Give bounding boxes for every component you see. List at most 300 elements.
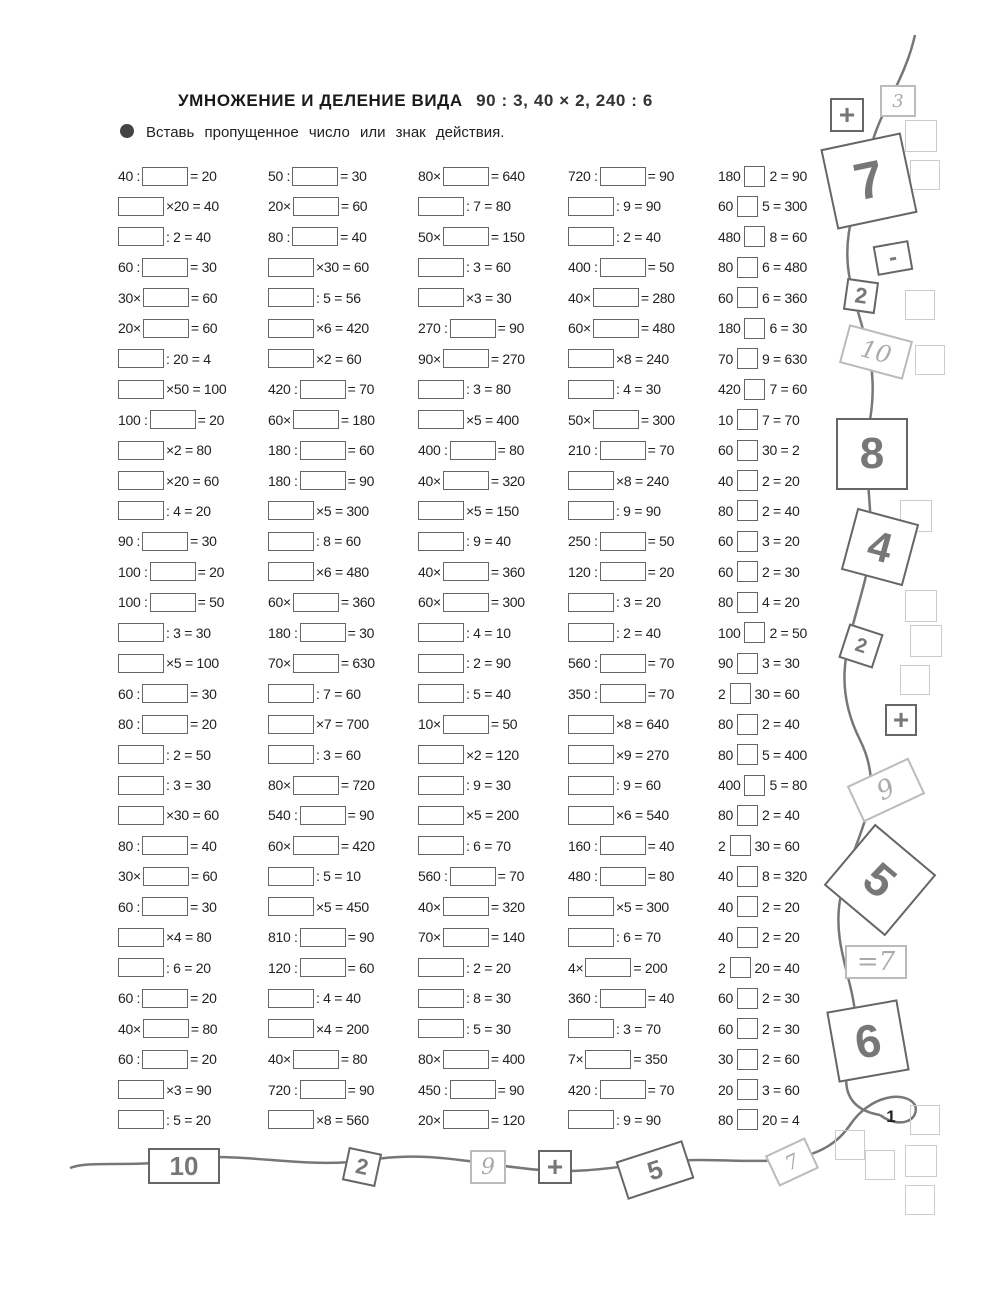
- number-answer-box[interactable]: [600, 654, 646, 673]
- exercise-item: [718, 471, 800, 491]
- number-answer-box[interactable]: [268, 1019, 314, 1038]
- exercise-right-part: 2 = 90: [769, 168, 807, 184]
- number-answer-box[interactable]: [118, 349, 164, 368]
- exercise-item: [418, 227, 525, 247]
- operator-answer-box[interactable]: [737, 409, 758, 430]
- number-answer-box[interactable]: [568, 806, 614, 825]
- number-answer-box[interactable]: [418, 532, 464, 551]
- exercise-item: [268, 227, 367, 247]
- number-answer-box[interactable]: [300, 471, 346, 490]
- exercise-right-part: = 80: [190, 1020, 218, 1037]
- number-answer-box[interactable]: [593, 319, 639, 338]
- operator-answer-box[interactable]: [737, 927, 758, 948]
- number-answer-box[interactable]: [418, 197, 464, 216]
- exercise-left-part: 400 :: [418, 442, 448, 459]
- number-answer-box[interactable]: [600, 1080, 646, 1099]
- exercise-right-part: : 4 = 20: [166, 502, 211, 519]
- number-answer-box[interactable]: [418, 258, 464, 277]
- exercise-item: [718, 836, 800, 856]
- empty-square-decoration: [905, 1145, 937, 1177]
- page-number: 1: [886, 1107, 896, 1126]
- number-answer-box[interactable]: [568, 227, 614, 246]
- exercise-left-part: 60: [718, 563, 733, 580]
- exercise-item: [268, 684, 361, 704]
- exercise-left-part: 30×: [118, 289, 141, 306]
- number-answer-box[interactable]: [600, 836, 646, 855]
- number-answer-box[interactable]: [418, 806, 464, 825]
- operator-answer-box[interactable]: [737, 1109, 758, 1130]
- operator-answer-box[interactable]: [730, 835, 751, 856]
- exercise-right-part: = 320: [490, 472, 525, 489]
- number-answer-box[interactable]: [418, 288, 464, 307]
- exercise-right-part: : 4 = 40: [316, 990, 361, 1007]
- exercise-right-part: 3 = 20: [761, 533, 800, 550]
- operator-answer-box[interactable]: [737, 196, 758, 217]
- number-answer-box[interactable]: [268, 288, 314, 307]
- exercise-item: [268, 318, 369, 338]
- exercise-right-part: = 40: [340, 228, 367, 245]
- number-answer-box[interactable]: [118, 380, 164, 399]
- exercise-item: [568, 927, 661, 947]
- number-answer-box[interactable]: [600, 258, 646, 277]
- operator-answer-box[interactable]: [744, 379, 765, 400]
- exercise-right-part: = 20: [190, 168, 217, 184]
- operator-answer-box[interactable]: [737, 805, 758, 826]
- exercise-item: [118, 1049, 217, 1069]
- number-answer-box[interactable]: [418, 958, 464, 977]
- number-answer-box[interactable]: [293, 593, 339, 612]
- operator-answer-box[interactable]: [744, 166, 765, 187]
- exercise-item: [418, 958, 511, 978]
- exercise-right-part: 5 = 400: [761, 746, 807, 763]
- exercise-item: [418, 745, 519, 765]
- exercise-left-part: 70×: [268, 655, 291, 672]
- number-answer-box[interactable]: [568, 776, 614, 795]
- exercise-item: [418, 988, 511, 1008]
- number-answer-box[interactable]: [292, 227, 338, 246]
- number-answer-box[interactable]: [568, 928, 614, 947]
- number-answer-box[interactable]: [118, 654, 164, 673]
- exercise-item: [268, 288, 361, 308]
- exercise-item: [718, 257, 807, 277]
- number-answer-box[interactable]: [300, 380, 346, 399]
- number-answer-box[interactable]: [142, 989, 188, 1008]
- number-answer-box[interactable]: [568, 623, 614, 642]
- exercise-left-part: 60×: [568, 320, 591, 337]
- exercise-right-part: = 300: [640, 411, 675, 428]
- exercise-right-part: = 280: [640, 289, 675, 306]
- exercise-left-part: 70: [718, 350, 733, 367]
- number-answer-box[interactable]: [593, 288, 639, 307]
- number-answer-box[interactable]: [300, 623, 346, 642]
- exercise-item: [568, 471, 669, 491]
- number-answer-box[interactable]: [443, 715, 489, 734]
- number-answer-box[interactable]: [300, 958, 346, 977]
- exercise-right-part: 2 = 30: [761, 1020, 800, 1037]
- exercise-item: [568, 623, 661, 643]
- exercise-item: [568, 410, 675, 430]
- number-answer-box[interactable]: [450, 441, 496, 460]
- number-answer-box[interactable]: [300, 806, 346, 825]
- exercise-right-part: 8 = 60: [769, 228, 807, 245]
- exercise-left-part: 80: [718, 807, 733, 824]
- number-answer-box[interactable]: [418, 380, 464, 399]
- number-answer-box[interactable]: [118, 745, 164, 764]
- operator-answer-box[interactable]: [737, 1018, 758, 1039]
- exercise-left-part: 50×: [418, 228, 441, 245]
- exercise-right-part: : 2 = 90: [466, 655, 511, 672]
- number-answer-box[interactable]: [118, 623, 164, 642]
- number-answer-box[interactable]: [443, 227, 489, 246]
- exercise-item: [418, 379, 511, 399]
- number-answer-box[interactable]: [443, 562, 489, 581]
- exercise-right-part: : 6 = 70: [466, 837, 511, 854]
- number-answer-box[interactable]: [600, 167, 646, 186]
- number-answer-box[interactable]: [118, 928, 164, 947]
- exercise-item: [118, 196, 219, 216]
- number-answer-box[interactable]: [600, 684, 646, 703]
- number-answer-box[interactable]: [118, 501, 164, 520]
- exercise-item: [418, 866, 524, 886]
- number-answer-box[interactable]: [418, 501, 464, 520]
- number-answer-box[interactable]: [450, 1080, 496, 1099]
- operator-answer-box[interactable]: [737, 744, 758, 765]
- exercise-item: [118, 988, 217, 1008]
- number-answer-box[interactable]: [568, 501, 614, 520]
- number-answer-box[interactable]: [600, 562, 646, 581]
- exercise-right-part: 2 = 30: [761, 990, 800, 1007]
- operator-answer-box[interactable]: [737, 257, 758, 278]
- number-answer-box[interactable]: [293, 836, 339, 855]
- number-answer-box[interactable]: [142, 897, 188, 916]
- exercise-right-part: : 3 = 30: [166, 777, 211, 793]
- exercise-item: [268, 623, 374, 643]
- number-answer-box[interactable]: [268, 349, 314, 368]
- number-answer-box[interactable]: [268, 319, 314, 338]
- number-answer-box[interactable]: [143, 867, 189, 886]
- exercise-right-part: = 60: [340, 198, 368, 215]
- number-answer-box[interactable]: [142, 684, 188, 703]
- operator-answer-box[interactable]: [744, 226, 765, 247]
- exercise-right-part: 20 = 40: [754, 959, 800, 976]
- right-decoration-tile: 10: [839, 324, 913, 380]
- number-answer-box[interactable]: [142, 715, 188, 734]
- operator-answer-box[interactable]: [737, 714, 758, 735]
- operator-answer-box[interactable]: [744, 622, 765, 643]
- number-answer-box[interactable]: [150, 593, 196, 612]
- exercise-item: [418, 592, 525, 612]
- operator-answer-box[interactable]: [737, 287, 758, 308]
- number-answer-box[interactable]: [568, 745, 614, 764]
- number-answer-box[interactable]: [443, 1050, 489, 1069]
- number-answer-box[interactable]: [568, 471, 614, 490]
- number-answer-box[interactable]: [568, 380, 614, 399]
- number-answer-box[interactable]: [268, 715, 314, 734]
- right-decoration-tile: +: [830, 98, 864, 132]
- number-answer-box[interactable]: [600, 867, 646, 886]
- number-answer-box[interactable]: [142, 836, 188, 855]
- number-answer-box[interactable]: [443, 167, 489, 186]
- operator-answer-box[interactable]: [737, 1079, 758, 1100]
- exercise-left-part: 480: [718, 228, 741, 245]
- exercise-left-part: 480 :: [568, 868, 598, 885]
- empty-square-decoration: [905, 290, 935, 320]
- exercise-right-part: = 70: [647, 1081, 675, 1098]
- operator-answer-box[interactable]: [737, 561, 758, 582]
- exercise-item: [118, 410, 224, 430]
- number-answer-box[interactable]: [600, 532, 646, 551]
- number-answer-box[interactable]: [568, 897, 614, 916]
- number-answer-box[interactable]: [300, 441, 346, 460]
- number-answer-box[interactable]: [118, 1080, 164, 1099]
- number-answer-box[interactable]: [568, 1110, 614, 1129]
- number-answer-box[interactable]: [142, 532, 188, 551]
- exercise-left-part: 80×: [418, 1051, 441, 1068]
- exercise-left-part: 60×: [268, 594, 291, 611]
- number-answer-box[interactable]: [292, 167, 338, 186]
- number-answer-box[interactable]: [268, 867, 314, 886]
- operator-answer-box[interactable]: [737, 500, 758, 521]
- number-answer-box[interactable]: [443, 593, 489, 612]
- exercise-item: [118, 288, 217, 308]
- exercise-item: [568, 1049, 667, 1069]
- exercise-right-part: = 360: [340, 594, 375, 611]
- exercise-right-part: = 30: [190, 898, 217, 915]
- number-answer-box[interactable]: [568, 1019, 614, 1038]
- operator-answer-box[interactable]: [737, 653, 758, 674]
- number-answer-box[interactable]: [142, 1050, 188, 1069]
- operator-answer-box[interactable]: [737, 348, 758, 369]
- number-answer-box[interactable]: [142, 167, 188, 186]
- number-answer-box[interactable]: [268, 989, 314, 1008]
- exercise-item: [568, 257, 674, 277]
- number-answer-box[interactable]: [293, 776, 339, 795]
- exercise-item: [568, 653, 674, 673]
- exercise-item: [718, 379, 807, 399]
- exercise-item: [418, 257, 511, 277]
- number-answer-box[interactable]: [443, 349, 489, 368]
- operator-answer-box[interactable]: [737, 866, 758, 887]
- exercise-right-part: 2 = 20: [761, 929, 800, 946]
- exercise-left-part: 2: [718, 959, 726, 976]
- number-answer-box[interactable]: [150, 562, 196, 581]
- number-answer-box[interactable]: [268, 258, 314, 277]
- number-answer-box[interactable]: [118, 227, 164, 246]
- exercise-right-part: = 60: [347, 442, 375, 459]
- exercise-right-part: : 9 = 90: [616, 198, 661, 215]
- number-answer-box[interactable]: [568, 715, 614, 734]
- number-answer-box[interactable]: [600, 989, 646, 1008]
- exercise-left-part: 60×: [418, 594, 441, 611]
- exercise-left-part: 60: [718, 533, 733, 550]
- number-answer-box[interactable]: [418, 1019, 464, 1038]
- number-answer-box[interactable]: [418, 684, 464, 703]
- exercise-item: [718, 227, 807, 247]
- right-decoration-tile: =7: [845, 945, 907, 979]
- operator-answer-box[interactable]: [737, 988, 758, 1009]
- number-answer-box[interactable]: [450, 319, 496, 338]
- exercise-left-part: 540 :: [268, 807, 298, 824]
- exercise-item: [268, 592, 375, 612]
- number-answer-box[interactable]: [268, 684, 314, 703]
- number-answer-box[interactable]: [418, 654, 464, 673]
- number-answer-box[interactable]: [142, 258, 188, 277]
- number-answer-box[interactable]: [293, 654, 339, 673]
- number-answer-box[interactable]: [443, 1110, 489, 1129]
- number-answer-box[interactable]: [418, 989, 464, 1008]
- exercise-item: [118, 318, 217, 338]
- operator-answer-box[interactable]: [730, 683, 751, 704]
- exercise-item: [268, 1049, 367, 1069]
- exercise-right-part: = 80: [497, 442, 525, 459]
- number-answer-box[interactable]: [118, 471, 164, 490]
- operator-answer-box[interactable]: [730, 957, 751, 978]
- exercise-right-part: : 7 = 80: [466, 198, 511, 215]
- exercise-right-part: = 90: [347, 807, 375, 824]
- exercise-left-part: 720 :: [268, 1081, 298, 1098]
- operator-answer-box[interactable]: [737, 470, 758, 491]
- number-answer-box[interactable]: [143, 319, 189, 338]
- exercise-left-part: 60 :: [118, 259, 141, 276]
- exercise-item: [268, 958, 374, 978]
- right-decoration-tile: 7: [820, 132, 917, 229]
- exercise-right-part: : 9 = 90: [616, 1111, 661, 1128]
- bottom-decoration-tile: 5: [616, 1140, 695, 1200]
- operator-answer-box[interactable]: [737, 440, 758, 461]
- operator-answer-box[interactable]: [737, 531, 758, 552]
- exercise-item: [418, 318, 524, 338]
- number-answer-box[interactable]: [268, 501, 314, 520]
- exercise-left-part: 20×: [418, 1111, 441, 1128]
- exercise-item: [568, 288, 675, 308]
- exercise-item: [118, 684, 217, 704]
- number-answer-box[interactable]: [593, 410, 639, 429]
- number-answer-box[interactable]: [268, 562, 314, 581]
- exercise-left-part: 40: [718, 472, 733, 489]
- number-answer-box[interactable]: [268, 745, 314, 764]
- number-answer-box[interactable]: [418, 410, 464, 429]
- exercise-item: [418, 623, 511, 643]
- number-answer-box[interactable]: [585, 958, 631, 977]
- number-answer-box[interactable]: [418, 745, 464, 764]
- exercise-item: [718, 196, 807, 216]
- operator-answer-box[interactable]: [737, 1049, 758, 1070]
- right-decoration-tile: 9: [847, 758, 926, 823]
- number-answer-box[interactable]: [118, 197, 164, 216]
- number-answer-box[interactable]: [418, 776, 464, 795]
- operator-answer-box[interactable]: [744, 775, 765, 796]
- exercise-right-part: : 9 = 90: [616, 502, 661, 519]
- exercise-item: [718, 562, 800, 582]
- exercise-right-part: ×2 = 80: [166, 442, 212, 459]
- exercise-right-part: = 90: [347, 929, 375, 946]
- bullet-icon: [120, 124, 134, 138]
- exercise-item: [568, 988, 674, 1008]
- exercise-left-part: 40: [718, 929, 733, 946]
- number-answer-box[interactable]: [443, 471, 489, 490]
- number-answer-box[interactable]: [585, 1050, 631, 1069]
- exercise-item: [118, 349, 211, 369]
- bottom-decoration-tile: 10: [148, 1148, 220, 1184]
- number-answer-box[interactable]: [293, 197, 339, 216]
- number-answer-box[interactable]: [268, 897, 314, 916]
- number-answer-box[interactable]: [118, 441, 164, 460]
- number-answer-box[interactable]: [418, 836, 464, 855]
- exercise-left-part: 80 :: [268, 228, 291, 245]
- exercise-left-part: 2: [718, 685, 726, 702]
- exercise-left-part: 420 :: [568, 1081, 598, 1098]
- exercise-item: [718, 440, 800, 460]
- exercise-left-part: 120 :: [568, 563, 598, 580]
- number-answer-box[interactable]: [118, 806, 164, 825]
- number-answer-box[interactable]: [293, 410, 339, 429]
- exercise-left-part: 90: [718, 655, 733, 672]
- number-answer-box[interactable]: [293, 1050, 339, 1069]
- number-answer-box[interactable]: [300, 1080, 346, 1099]
- bottom-decoration-tile: 9: [470, 1150, 506, 1184]
- number-answer-box[interactable]: [300, 928, 346, 947]
- right-decoration-tile: 8: [836, 418, 908, 490]
- exercise-left-part: 720 :: [568, 168, 598, 184]
- number-answer-box[interactable]: [150, 410, 196, 429]
- exercise-left-part: 10×: [418, 716, 441, 733]
- exercise-left-part: 450 :: [418, 1081, 448, 1098]
- exercise-right-part: = 20: [190, 716, 217, 733]
- exercise-right-part: ×20 = 60: [166, 472, 219, 489]
- operator-answer-box[interactable]: [737, 896, 758, 917]
- operator-answer-box[interactable]: [744, 318, 765, 339]
- number-answer-box[interactable]: [143, 1019, 189, 1038]
- exercise-item: [418, 1110, 525, 1130]
- number-answer-box[interactable]: [443, 897, 489, 916]
- exercise-item: [418, 805, 519, 825]
- number-answer-box[interactable]: [268, 1110, 314, 1129]
- number-answer-box[interactable]: [450, 867, 496, 886]
- exercise-item: [568, 166, 674, 186]
- empty-square-decoration: [910, 1105, 940, 1135]
- number-answer-box[interactable]: [118, 776, 164, 795]
- exercise-left-part: 180: [718, 168, 741, 184]
- number-answer-box[interactable]: [568, 349, 614, 368]
- number-answer-box[interactable]: [568, 197, 614, 216]
- exercise-left-part: 40: [718, 898, 733, 915]
- number-answer-box[interactable]: [118, 1110, 164, 1129]
- exercise-left-part: 60 :: [118, 1051, 141, 1068]
- number-answer-box[interactable]: [118, 958, 164, 977]
- exercise-item: [118, 440, 211, 460]
- exercise-left-part: 250 :: [568, 533, 598, 550]
- exercise-left-part: 90×: [418, 350, 441, 367]
- exercise-left-part: 100 :: [118, 411, 148, 428]
- exercise-right-part: = 720: [340, 777, 375, 793]
- number-answer-box[interactable]: [418, 623, 464, 642]
- exercise-right-part: = 50: [490, 716, 518, 733]
- right-decoration-tile: 3: [880, 85, 916, 117]
- exercise-right-part: = 40: [647, 837, 675, 854]
- operator-answer-box[interactable]: [737, 592, 758, 613]
- exercise-right-part: = 360: [490, 563, 525, 580]
- exercise-right-part: = 60: [190, 868, 218, 885]
- number-answer-box[interactable]: [268, 532, 314, 551]
- number-answer-box[interactable]: [600, 441, 646, 460]
- exercise-right-part: 2 = 50: [769, 624, 807, 641]
- exercise-right-part: ×6 = 540: [616, 807, 669, 824]
- number-answer-box[interactable]: [143, 288, 189, 307]
- exercise-item: [568, 349, 669, 369]
- number-answer-box[interactable]: [568, 593, 614, 612]
- number-answer-box[interactable]: [443, 928, 489, 947]
- right-decoration-tile: -: [873, 240, 914, 276]
